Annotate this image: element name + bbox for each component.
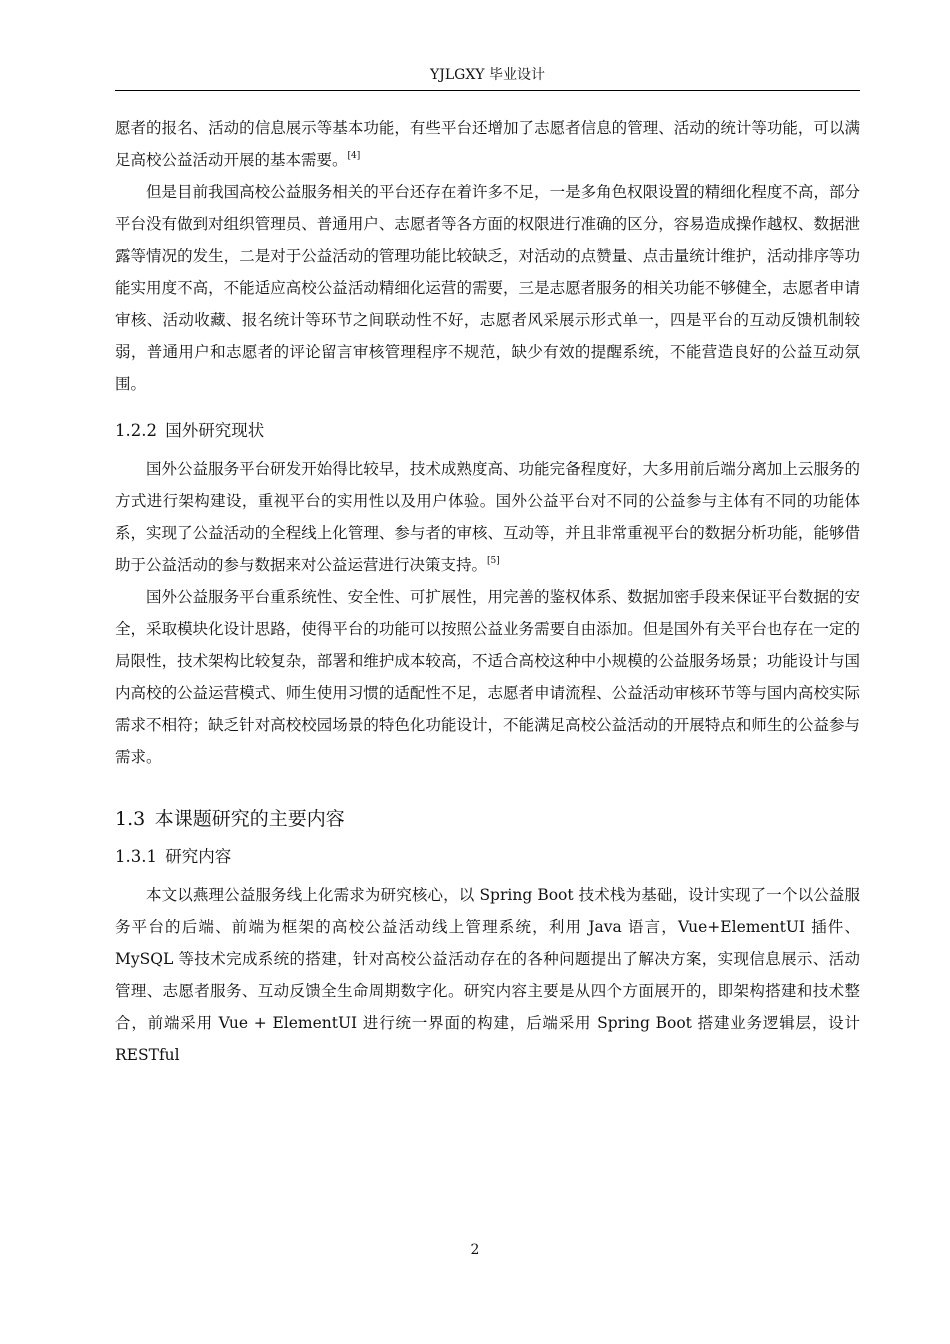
section-title: 研究内容 [165, 847, 232, 866]
page-header [115, 66, 860, 91]
section-title: 国外研究现状 [165, 421, 265, 440]
section-heading-1-3-1 [115, 841, 860, 873]
citation-ref: [4] [347, 151, 361, 161]
section-heading-1-3 [115, 803, 860, 835]
paragraph-domestic-shortcomings: 但是目前我国高校公益服务相关的平台还存在着许多不足，一是多角色权限设置的精细化程度不高，部分平台没有做到对组织管理员、普通用户、志愿者等各方面的权限进行准确的区分，容易造成操作越权、数据泄露等情况的发生，二是对于公益活动的管理功能比较缺乏，对活动的点赞量、点击量统计维护，活动排序等功能实用度不高，不能适应高校公益活动精细化运营的需要，三是志愿者服务的相关功能不够健全，志愿者申请审核、活动收藏、报名统计等环节之间联动性不好，志愿者风采展示形式单一，四是平台的互动反馈机制较弱，普通用户和志愿者的评论留言审核管理程序不规范，缺少有效的提醒系统，不能营造良好的公益互动氛围。 [115, 183, 860, 393]
paragraph-research-content: 本文以燕理公益服务线上化需求为研究核心，以 Spring Boot 技术栈为基础，设计实现了一个以公益服务平台的后端、前端为框架的高校公益活动线上管理系统，利用 Java 语言，Vue+ElementUI 插件、MySQL 等技术完成系统的搭建，针对高校公益活动存在的各种问题提出了解决方案，实现信息展示、活动管理、志愿者服务、互动反馈全生命周期数字化。研究内容主要是从四个方面展开的，即架构搭建和技术整合，前端采用 Vue + ElementUI 进行统一界面的构建，后端采用 Spring Boot 搭建业务逻辑层，设计 RESTful [115, 886, 860, 1064]
document-body [115, 112, 860, 1071]
paragraph-text: 国外公益服务平台研发开始得比较早，技术成熟度高、功能完备程度好，大多用前后端分离加上云服务的方式进行架构建设，重视平台的实用性以及用户体验。国外公益平台对不同的公益参与主体有不同的功能体系，实现了公益活动的全程线上化管理、参与者的审核、互动等，并且非常重视平台的数据分析功能，能够借助于公益活动的参与数据来对公益运营进行决策支持。 [115, 460, 860, 574]
paragraph-text: 愿者的报名、活动的信息展示等基本功能，有些平台还增加了志愿者信息的管理、活动的统计等功能，可以满足高校公益活动开展的基本需要。 [115, 119, 860, 169]
paragraph-continued [115, 112, 860, 176]
section-number: 1.3.1 [115, 847, 157, 866]
paragraph-foreign-overview [115, 453, 860, 581]
section-number: 1.2.2 [115, 421, 157, 440]
citation-ref: [5] [487, 556, 500, 566]
header-title: YJLGXY 毕业设计 [430, 67, 545, 83]
page-number: 2 [470, 1242, 480, 1258]
paragraph-foreign-limitations: 国外公益服务平台重系统性、安全性、可扩展性，用完善的鉴权体系、数据加密手段来保证平台数据的安全，采取模块化设计思路，使得平台的功能可以按照公益业务需要自由添加。但是国外有关平台也存在一定的局限性，技术架构比较复杂，部署和维护成本较高，不适合高校这种中小规模的公益服务场景；功能设计与国内高校的公益运营模式、师生使用习惯的适配性不足，志愿者申请流程、公益活动审核环节等与国内高校实际需求不相符；缺乏针对高校校园场景的特色化功能设计，不能满足高校公益活动的开展特点和师生的公益参与需求。 [115, 588, 860, 766]
section-number: 1.3 [115, 808, 146, 830]
section-title: 本课题研究的主要内容 [154, 808, 345, 830]
section-heading-1-2-2 [115, 415, 860, 447]
